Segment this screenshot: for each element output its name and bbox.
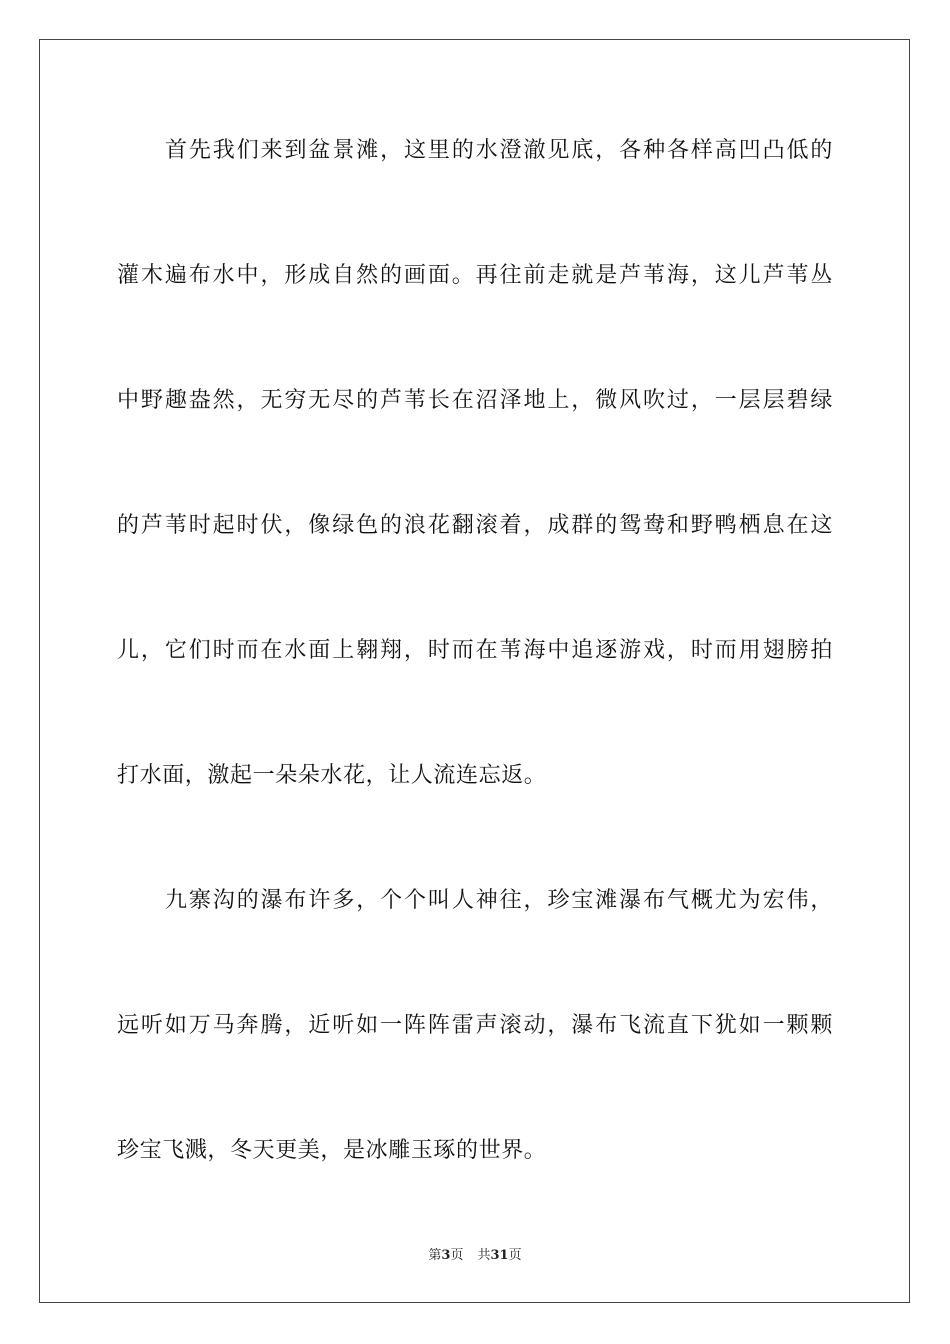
paragraph-line: 远听如万马奔腾，近听如一阵阵雷声滚动，瀑布飞流直下犹如一颗颗 xyxy=(117,1013,833,1038)
total-pages: 31 xyxy=(490,1248,509,1263)
page-border xyxy=(39,39,910,1303)
page-footer xyxy=(0,1248,950,1264)
page-suffix: 页 xyxy=(450,1248,464,1263)
total-suffix: 页 xyxy=(508,1248,522,1263)
paragraph-line: 打水面，激起一朵朵水花，让人流连忘返。 xyxy=(117,763,547,788)
paragraph-line: 首先我们来到盆景滩，这里的水澄澈见底，各种各样高凹凸低的 xyxy=(165,138,833,163)
paragraph-line: 珍宝飞溅，冬天更美，是冰雕玉琢的世界。 xyxy=(117,1138,547,1163)
paragraph-line: 灌木遍布水中，形成自然的画面。再往前走就是芦苇海，这儿芦苇丛 xyxy=(117,263,833,288)
paragraph-line: 儿，它们时而在水面上翱翔，时而在苇海中追逐游戏，时而用翅膀拍 xyxy=(117,638,833,663)
page-number: 3 xyxy=(441,1248,451,1263)
paragraph-line: 九寨沟的瀑布许多，个个叫人神往，珍宝滩瀑布气概尤为宏伟， xyxy=(165,888,833,913)
paragraph-line: 的芦苇时起时伏，像绿色的浪花翻滚着，成群的鸳鸯和野鸭栖息在这 xyxy=(117,513,833,538)
page-prefix: 第 xyxy=(428,1248,442,1263)
paragraph-line: 中野趣盎然，无穷无尽的芦苇长在沼泽地上，微风吹过，一层层碧绿 xyxy=(117,388,833,413)
total-prefix: 共 xyxy=(477,1248,491,1263)
